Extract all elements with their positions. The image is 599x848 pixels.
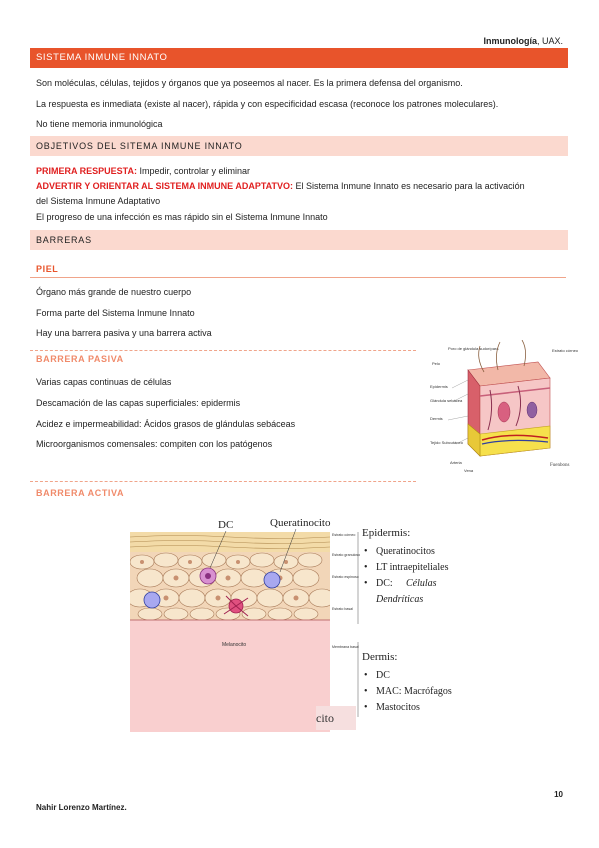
- pasiva-line-3: Acidez e impermeabilidad: Ácidos grasos de glándulas sebáceas: [36, 419, 296, 429]
- objective-second: [36, 180, 525, 192]
- epidermis-item-3-italic-2: Dendríticas: [376, 594, 424, 605]
- objective-first-label: PRIMERA RESPUESTA:: [36, 166, 138, 176]
- epidermis-bullet-1: •: [364, 546, 368, 557]
- dermis-item-3: Mastocitos: [376, 702, 420, 713]
- subsection-piel-title: PIEL: [36, 264, 59, 274]
- layer-label-espinoso: Estrato espinoso: [332, 575, 359, 579]
- lymphocyte-1: [264, 572, 280, 588]
- label-cito: cito: [316, 711, 334, 725]
- subsection-activa-title: BARRERA ACTIVA: [36, 488, 125, 498]
- epidermis-title: Epidermis:: [362, 527, 411, 539]
- label-glandula: Glándula sebácea: [430, 398, 463, 403]
- objective-first: [36, 165, 250, 177]
- objective-second-cont: del Sistema Inmune Adaptativo: [36, 196, 161, 206]
- dermis-item-2: MAC: Macrófagos: [376, 686, 452, 697]
- objective-third: El progreso de una infección es mas rápido sin el Sistema Inmune Innato: [36, 212, 328, 222]
- layer-label-membrana: Membrana basal: [332, 645, 359, 649]
- label-queratinocito: Queratinocito: [270, 517, 331, 529]
- paragraph-response: La respuesta es inmediata (existe al nacer), rápida y con especificidad escasa (reconoce los patrones moleculares).: [36, 99, 499, 109]
- section-title-objectives: OBJETIVOS DEL SITEMA INMUNE INNATO: [30, 136, 568, 156]
- piel-line-1: Órgano más grande de nuestro cuerpo: [36, 287, 192, 297]
- paragraph-definition: Son moléculas, células, tejidos y órganos que ya poseemos al nacer. Es la primera defensa del organismo.: [36, 78, 463, 88]
- pasiva-line-4: Microorganismos comensales: compiten con los patógenos: [36, 439, 273, 449]
- pasiva-line-2: Descamación de las capas superficiales: epidermis: [36, 398, 241, 408]
- school-name: , UAX.: [536, 36, 563, 46]
- pasiva-line-1: Varias capas continuas de células: [36, 377, 172, 387]
- divider-pasiva-top: [30, 350, 416, 351]
- subsection-pasiva-title: BARRERA PASIVA: [36, 354, 124, 364]
- lymphocyte-2: [144, 592, 160, 608]
- paragraph-memory: No tiene memoria inmunológica: [36, 119, 163, 129]
- active-barrier-figure: [130, 512, 460, 732]
- layer-label-corneo: Estrato córneo: [332, 533, 356, 537]
- epidermis-item-3: DC:: [376, 578, 393, 589]
- skin-cross-section-figure: [428, 340, 578, 476]
- dermis-bullet-2: •: [364, 686, 368, 697]
- section-title-barriers: BARRERAS: [30, 230, 568, 250]
- layer-label-basal: Estrato basal: [332, 607, 353, 611]
- dermis-bullet-3: •: [364, 702, 368, 713]
- author-footer: Nahir Lorenzo Martínez.: [36, 803, 127, 812]
- label-estrato: Estrato córneo: [552, 348, 578, 353]
- objective-second-text: El Sistema Inmune Innato es necesario para la activación: [293, 181, 525, 191]
- objective-second-label: ADVERTIR Y ORIENTAR AL SISTEMA INMUNE ADAPTATVO:: [36, 181, 294, 191]
- label-epidermis: Epidermis: [430, 384, 448, 389]
- divider-pasiva-bottom: [30, 481, 416, 482]
- piel-line-3: Hay una barrera pasiva y una barrera activa: [36, 328, 212, 338]
- epidermis-item-1: Queratinocitos: [376, 546, 435, 557]
- dermis-item-1: DC: [376, 670, 390, 681]
- course-name: Inmunología: [483, 36, 537, 46]
- label-poro: Poro de glándula sudorípara: [448, 346, 499, 351]
- label-arteria: Arteria: [450, 460, 462, 465]
- layer-label-granuloso: Estrato granuloso: [332, 553, 361, 557]
- label-pelo: Pelo: [432, 361, 441, 366]
- epidermis-item-2: LT intraepiteliales: [376, 562, 449, 573]
- divider-piel: [30, 277, 566, 278]
- figure-credit: Fuenbons: [550, 463, 570, 468]
- dermis-title: Dermis:: [362, 651, 398, 663]
- dermis-bullet-1: •: [364, 670, 368, 681]
- epidermis-bullet-3: •: [364, 578, 368, 589]
- page-number: 10: [554, 790, 563, 799]
- piel-line-2: Forma parte del Sistema Inmune Innato: [36, 308, 195, 318]
- label-dc: DC: [218, 519, 234, 531]
- label-tejido: Tejido Subcutáneo: [430, 440, 463, 445]
- epidermis-item-3-italic: Células: [406, 578, 437, 589]
- label-melanocito: Melanocito: [222, 642, 247, 648]
- label-dermis: Dermis: [430, 416, 443, 421]
- objective-first-text: Impedir, controlar y eliminar: [137, 166, 251, 176]
- running-header: [483, 36, 563, 46]
- section-title-innate: SISTEMA INMUNE INNATO: [30, 48, 568, 68]
- label-vena: Vena: [464, 468, 474, 473]
- epidermis-bullet-2: •: [364, 562, 368, 573]
